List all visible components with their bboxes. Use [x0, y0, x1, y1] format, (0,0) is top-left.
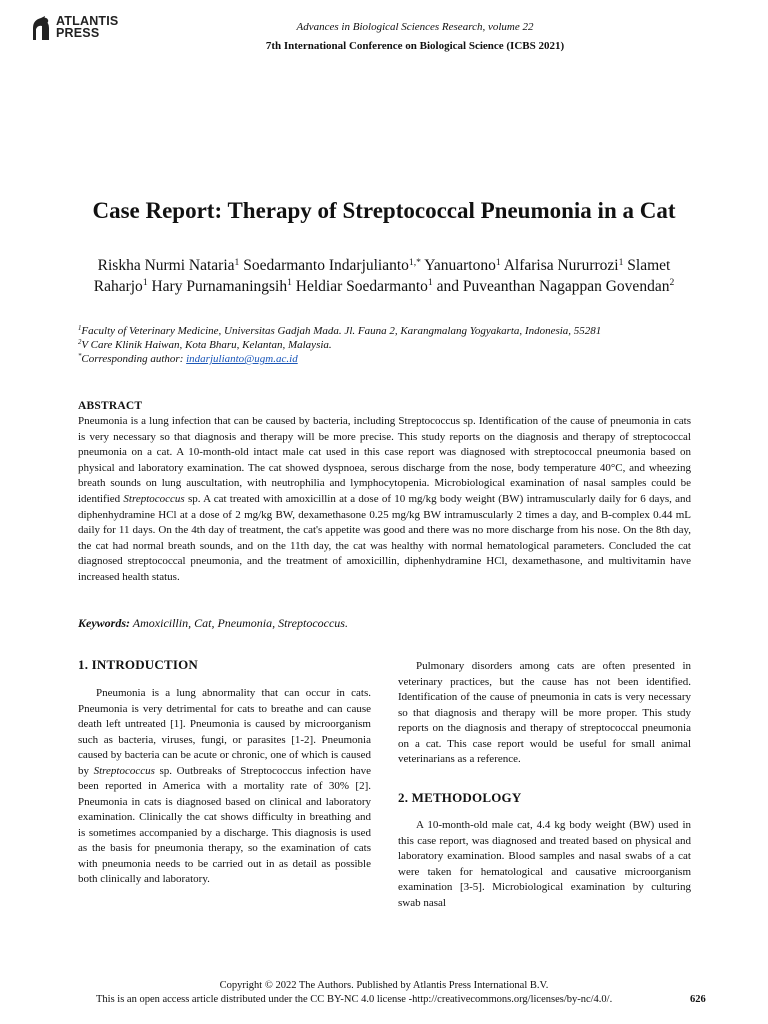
method-heading-wrap — [398, 790, 691, 806]
author-name: Alfarisa Nururrozi — [503, 257, 619, 274]
author-list — [80, 256, 688, 297]
corresponding-mark: * — [78, 353, 82, 361]
logo-line-1: ATLANTIS — [56, 13, 119, 28]
author-affiliation-mark: 1 — [287, 277, 292, 289]
conference-header: 7th International Conference on Biological Science (ICBS 2021) — [265, 40, 565, 52]
author-name: Hary Purnamaningsih — [151, 277, 288, 295]
intro-heading-wrap — [78, 657, 371, 673]
method-column — [398, 818, 691, 911]
affiliation-text: Faculty of Veterinary Medicine, Universitas Gadjah Mada. Jl. Fauna 2, Karangmalang Yogyakarta, Indonesia, 55281 — [81, 325, 602, 337]
keywords-text: Amoxicillin, Cat, Pneumonia, Streptococcus. — [130, 616, 348, 630]
author-affiliation-mark: 1 — [142, 277, 148, 289]
affiliations — [78, 324, 690, 366]
corresponding-author — [78, 352, 690, 366]
affiliation-mark: 1 — [78, 325, 82, 333]
author-affiliation-mark: 1 — [234, 256, 240, 268]
author-name: Soedarmanto Indarjulianto — [243, 257, 409, 274]
intro-p1-italic: Streptococcus — [93, 764, 155, 777]
intro-p1-part-b: sp. Outbreaks of Streptococcus infection have been reported in America with a mortality rate of 30% [2]. Pneumonia in cats is diagnosed based on clinical and laboratory examination. Clinically the cat shows difficulty in breathing and is sometimes accompanied by a discharge. This diagnosis is used as the basis for pneumonia therapy, so the examination of cats with pneumonia needs to be carried out in as detail as possible both clinically and laboratory. — [78, 764, 372, 885]
series-header: Advances in Biological Sciences Research, volume 22 — [296, 21, 534, 33]
authors-joiner: and — [436, 277, 459, 295]
corresponding-email-link[interactable]: indarjulianto@ugm.ac.id — [186, 353, 298, 365]
logo-line-2: PRESS — [56, 26, 100, 40]
affiliation-1 — [78, 324, 690, 338]
affiliation-text: V Care Klinik Haiwan, Kota Bharu, Kelantan, Malaysia. — [81, 339, 332, 351]
footer-copyright: Copyright © 2022 The Authors. Published by Atlantis Press International B.V. — [219, 980, 549, 991]
author-name: Riskha Nurmi Nataria — [97, 257, 235, 274]
author-affiliation-mark: 1 — [427, 277, 433, 289]
method-heading: 2. METHODOLOGY — [398, 790, 522, 805]
author-name: Puveanthan Nagappan Govendan — [462, 277, 670, 295]
keywords — [78, 616, 348, 631]
author-name: Heldiar Soedarmanto — [295, 277, 428, 295]
atlantis-globe-icon — [30, 14, 52, 40]
page-number: 626 — [690, 994, 706, 1005]
corresponding-label: Corresponding author: — [81, 353, 187, 365]
intro-paragraph-1 — [78, 686, 371, 888]
keywords-label: Keywords: — [78, 616, 130, 630]
author-affiliation-mark: 1 — [495, 256, 501, 268]
paper-title: Case Report: Therapy of Streptococcal Pneumonia in a Cat — [92, 198, 676, 223]
intro-column — [78, 686, 371, 888]
author-affiliation-mark: 1 — [618, 256, 624, 268]
intro-p1-part-a: Pneumonia is a lung abnormality that can occur in cats. Pneumonia is very detrimental for cats to breathe and can cause death left untreated [1]. Pneumonia is caused by microorganism such as bacteria, viruses, fungi, or parasites [1-2]. Pneumonia caused by bacteria can be acute or chronic, one of which is caused by — [78, 687, 371, 777]
author-affiliation-mark: 2 — [669, 277, 675, 289]
abstract-text — [78, 414, 691, 586]
abstract-heading: ABSTRACT — [78, 400, 143, 412]
intro-column-2 — [398, 659, 691, 768]
author-name: Slamet Raharjo — [93, 257, 671, 295]
author-affiliation-mark: 1,* — [408, 256, 421, 268]
affiliation-mark: 2 — [78, 339, 82, 347]
intro-paragraph-2: Pulmonary disorders among cats are often presented in veterinary practices, but the cause has not been identified. Identification of the cause of pneumonia in cats is very necessary so that diagnosis and therapy will be more proper. This study reports on the diagnosis and therapy of streptococcal pneumonia on a cat. This case report would be useful for small animal veterinarians as a reference. — [398, 660, 691, 765]
intro-heading: 1. INTRODUCTION — [78, 657, 199, 672]
method-paragraph-1: A 10-month-old male cat, 4.4 kg body weight (BW) used in this case report, was diagnosed and treated based on physical and laboratory examination. Blood samples and nasal swabs of a cat were taken for hematological and causative microorganism examination [3-5]. Microbiological examination by culturing swab nasal — [398, 819, 691, 909]
author-name: Yanuartono — [424, 257, 496, 274]
abstract-text-part-b: sp. A cat treated with amoxicillin at a dose of 10 mg/kg body weight (BW) intramuscularly daily for 6 days, and diphenhydramine HCl at a dose of 2 mg/kg BW, dexamethasone 0.25 mg/kg BW intramuscularly 2 times a day, and B-complex 0.44 mL daily for 11 days. On the 4th day of treatment, the cat's appetite was good and there was no more discharge from his nose. On the 8th day, the cat had normal breath sounds, and on the 11th day, the cat was healthy with normal hematological parameters. Concluded the cat diagnosed streptococcal pneumonia, and the treatment of amoxicillin, diphenhydramine HCl, dexamethasone, and multivitamin have increased health status. — [78, 492, 691, 583]
footer-license: This is an open access article distributed under the CC BY-NC 4.0 license -http://creativecommons.org/licenses/by-nc/4.0/. — [96, 994, 613, 1005]
affiliation-2 — [78, 338, 690, 352]
abstract-text-part-a: Pneumonia is a lung infection that can be caused by bacteria, including Streptococcus sp. Identification of the cause of pneumonia in cats is very necessary so that diagnosis and therapy will be more precise. This study reports on the diagnosis and therapy of streptococcal pneumonia on a cat. A 10-month-old intact male cat used in this case report was diagnosed with streptococcal pneumonia based on physical and laboratory examination. The cat showed dyspnoea, serous discharge from the nose, body temperature 40°C, and wheezing breath sounds on lung auscultation, with neutrophilia and lymphocytopenia. Microbiological examination of nasal samples could be identified — [78, 415, 691, 505]
abstract-italic-term: Streptococcus — [123, 492, 185, 505]
